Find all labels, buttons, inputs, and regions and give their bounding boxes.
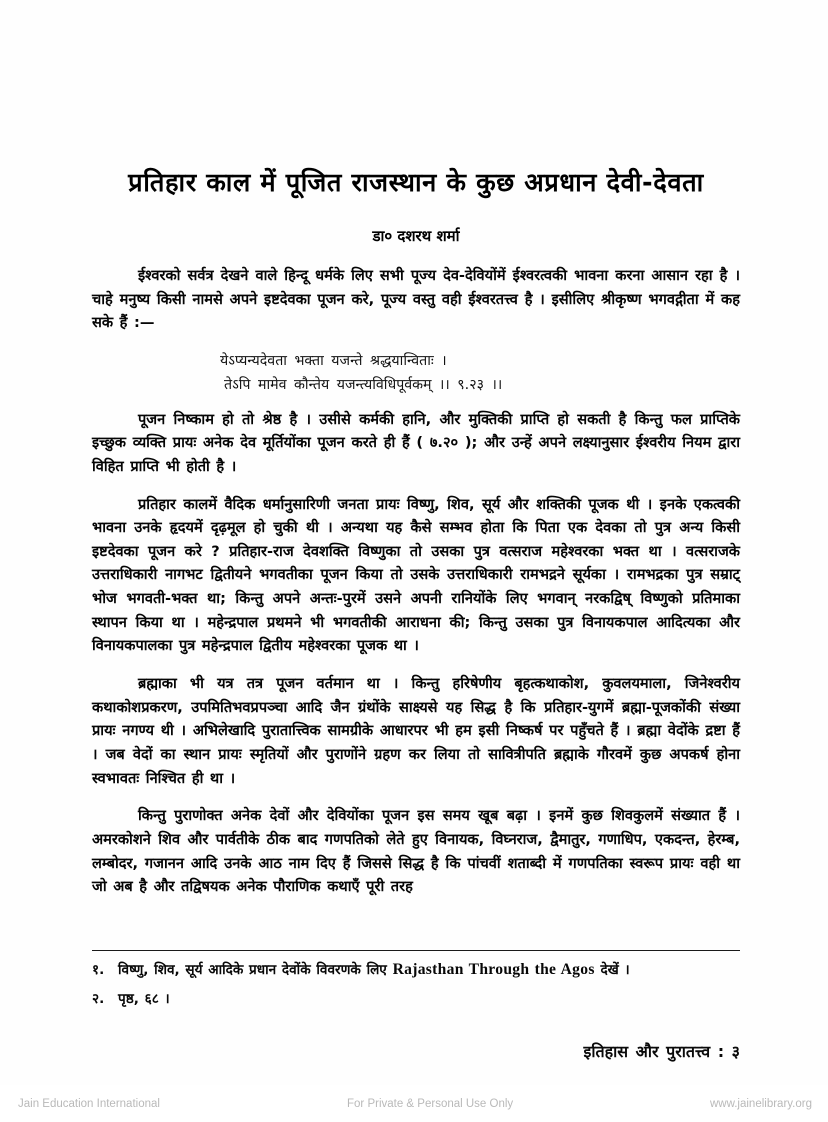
footnote-number: २. xyxy=(92,991,105,1008)
footer-left-text: Jain Education International xyxy=(18,1097,160,1110)
page-title: प्रतिहार काल में पूजित राजस्थान के कुछ अप्रधान देवी-देवता xyxy=(128,168,704,198)
footnote-english-title: Rajasthan Through the Agos xyxy=(392,961,595,978)
footnote-item xyxy=(92,958,752,981)
scan-watermark-footer xyxy=(0,1085,828,1122)
author-byline: डा० दशरथ शर्मा xyxy=(372,226,460,245)
footnote-text-before: पृष्ठ, ६८ । xyxy=(118,991,170,1008)
footer-center-text: For Private & Personal Use Only xyxy=(347,1097,514,1110)
footnote-text-after: देखें । xyxy=(600,962,630,978)
footnote-list xyxy=(92,958,752,1018)
footnote-item xyxy=(92,989,752,1009)
paragraph-2: पूजन निष्काम हो तो श्रेष्ठ है । उसीसे कर्मकी हानि, और मुक्तिकी प्राप्ति हो सकती है किन्तु फल प्राप्तिके इच्छुक व्यक्ति प्रायः अनेक देव मूर्तियोंका पूजन करते ही हैं ( ७.२० ); और उन्हें अपने लक्ष्यानुसार ईश्वरीय नियम द्वारा विहित प्राप्ति भी होती है । xyxy=(92,410,740,475)
paragraph-4: ब्रह्माका भी यत्र तत्र पूजन वर्तमान था । किन्तु हरिषेणीय बृहत्कथाकोश, कुवलयमाला, जिनेश्वरीय कथाकोशप्रकरण, उपमितिभवप्रपञ्चा आदि जैन ग्रंथोंके साक्ष्यसे यह सिद्ध है कि प्रतिहार-युगमें ब्रह्मा-पूजकोंकी संख्या प्रायः नगण्य थी । अभिलेखादि पुरातात्त्विक सामग्रीके आधारपर भी हम इसी निष्कर्ष पर पहुँचते हैं । ब्रह्मा वेदोंके द्रष्टा हैं । जब वेदों का स्थान प्रायः स्मृतियों और पुराणोंने ग्रहण कर लिया तो सावित्रीपति ब्रह्माके गौरवमें कुछ अपकर्ष होना स्वभावतः निश्चित ही था । xyxy=(92,675,740,787)
footnote-text-before: विष्णु, शिव, सूर्य आदिके प्रधान देवोंके विवरणके लिए xyxy=(118,962,387,978)
verse-line-1: येऽप्यन्यदेवता भक्ता यजन्ते श्रद्धयान्विताः । xyxy=(220,352,447,369)
paragraph-5: किन्तु पुराणोक्त अनेक देवों और देवियोंका पूजन इस समय खूब बढ़ा । इनमें कुछ शिवकुलमें संख्यात हैं । अमरकोशने शिव और पार्वतीके ठीक बाद गणपतिको लेते हुए विनायक, विघ्नराज, द्वैमातुर, गणाधिप, एकदन्त, हेरम्ब, लम्बोदर, गजानन आदि उनके आठ नाम दिए हैं जिससे सिद्ध है कि पांचवीं शताब्दी में गणपतिका स्वरूप प्रायः वही था जो अब है और तद्विषयक अनेक पौराणिक कथाएँ पूरी तरह xyxy=(92,807,740,896)
verse-line-2: तेऽपि मामेव कौन्तेय यजन्त्यविधिपूर्वकम् ।। ९.२३ ।। xyxy=(224,377,503,394)
running-foot: इतिहास और पुरातत्त्व : ३ xyxy=(583,1042,740,1061)
sanskrit-verse-block xyxy=(92,349,740,398)
footnote-number: १. xyxy=(92,962,105,978)
paragraph-3: प्रतिहार कालमें वैदिक धर्मानुसारिणी जनता प्रायः विष्णु, शिव, सूर्य और शक्तिकी पूजक थी । इनके एकत्वकी भावना उनके हृदयमें दृढ़मूल हो चुकी थी । अन्यथा यह कैसे सम्भव होता कि पिता एक देवका तो पुत्र अन्य किसी इष्टदेवका पूजन करे ? प्रतिहार-राज देवशक्ति विष्णुका तो उसका पुत्र वत्सराज महेश्वरका भक्त था । वत्सराजके उत्तराधिकारी नागभट द्वितीयने भगवतीका पूजन किया तो उसके उत्तराधिकारी रामभद्रने सूर्यका । रामभद्रका पुत्र सम्राट् भोज भगवती-भक्त था; किन्तु अपने अन्तः-पुरमें उसने अपनी रानियोंके लिए भगवान् नरकद्विष् विष्णुको प्रतिमाका स्थापन किया था । महेन्द्रपाल प्रथमने भी भगवतीकी आराधना की; किन्तु उसका पुत्र विनायकपाल आदित्यका और विनायकपालका पुत्र महेन्द्रपाल द्वितीय महेश्वरका पूजक था । xyxy=(92,495,740,655)
footnote-separator-rule xyxy=(92,950,740,951)
footer-right-link[interactable]: www.jainelibrary.org xyxy=(709,1097,812,1110)
paragraph-1: ईश्वरको सर्वत्र देखने वाले हिन्दू धर्मके लिए सभी पूज्य देव-देवियोंमें ईश्वरत्वकी भावना करना आसान रहा है । चाहे मनुष्य किसी नामसे अपने इष्टदेवका पूजन करे, पूज्य वस्तु वही ईश्वरतत्त्व है । इसीलिए श्रीकृष्ण भगवद्गीता में कह सके हैं :— xyxy=(92,266,740,332)
article-content xyxy=(92,168,740,913)
